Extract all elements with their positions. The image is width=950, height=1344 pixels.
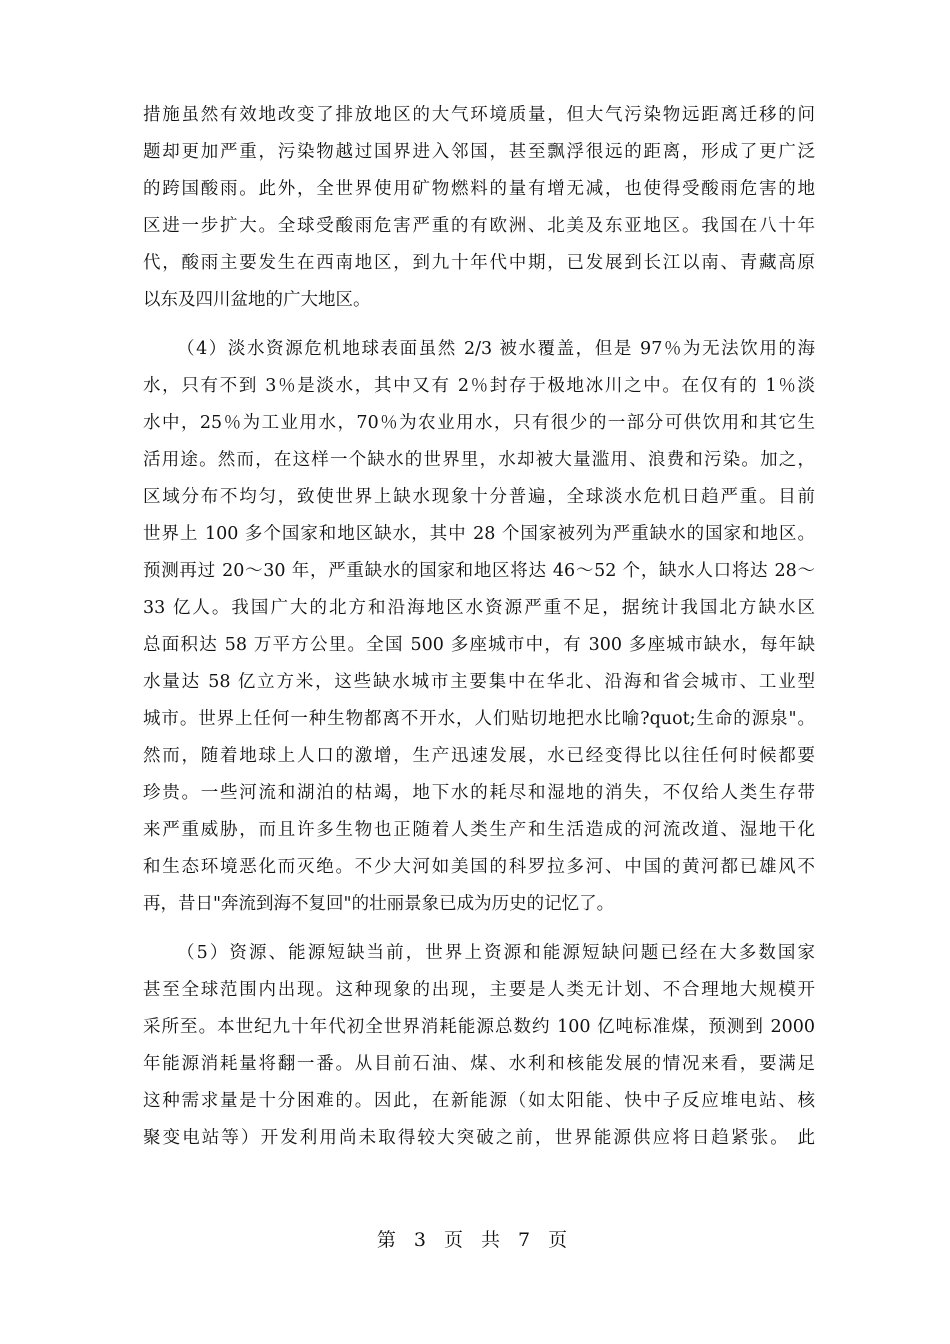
paragraph-line: （4）淡水资源危机地球表面虽然 2/3 被水覆盖，但是 97％为无法饮用的海 bbox=[177, 339, 815, 359]
paragraph-line: 措施虽然有效地改变了排放地区的大气环境质量，但大气污染物远距离迁移的问 bbox=[143, 105, 815, 125]
paragraph-line: 聚变电站等）开发利用尚未取得较大突破之前，世界能源供应将日趋紧张。 此 bbox=[143, 1128, 815, 1148]
paragraph-line: 再，昔日"奔流到海不复回"的壮丽景象已成为历史的记忆了。 bbox=[143, 894, 615, 914]
paragraph-line: 区域分布不均匀，致使世界上缺水现象十分普遍，全球淡水危机日趋严重。目前 bbox=[143, 487, 815, 507]
paragraph-line: 以东及四川盆地的广大地区。 bbox=[143, 290, 371, 310]
paragraph-line: 33 亿人。我国广大的北方和沿海地区水资源严重不足，据统计我国北方缺水区 bbox=[143, 598, 815, 618]
paragraph-line: （5）资源、能源短缺当前，世界上资源和能源短缺问题已经在大多数国家 bbox=[177, 943, 815, 963]
paragraph-line: 活用途。然而，在这样一个缺水的世界里，水却被大量滥用、浪费和污染。加之， bbox=[143, 450, 815, 470]
paragraph-line: 甚至全球范围内出现。这种现象的出现，主要是人类无计划、不合理地大规模开 bbox=[143, 980, 815, 1000]
paragraph-line: 水，只有不到 3％是淡水，其中又有 2％封存于极地冰川之中。在仅有的 1％淡 bbox=[143, 376, 815, 396]
paragraph-line: 和生态环境恶化而灭绝。不少大河如美国的科罗拉多河、中国的黄河都已雄风不 bbox=[143, 857, 815, 877]
paragraph-line: 水中，25％为工业用水，70％为农业用水，只有很少的一部分可供饮用和其它生 bbox=[143, 413, 815, 433]
paragraph-line: 区进一步扩大。全球受酸雨危害严重的有欧洲、北美及东亚地区。我国在八十年 bbox=[143, 216, 815, 236]
paragraph-line: 总面积达 58 万平方公里。全国 500 多座城市中，有 300 多座城市缺水，每年缺 bbox=[143, 635, 815, 655]
paragraph-line: 世界上 100 多个国家和地区缺水，其中 28 个国家被列为严重缺水的国家和地区。 bbox=[143, 524, 815, 544]
page-number-footer: 第 3 页 共 7 页 bbox=[376, 1229, 574, 1251]
paragraph-line: 的跨国酸雨。此外，全世界使用矿物燃料的量有增无减，也使得受酸雨危害的地 bbox=[143, 179, 815, 199]
paragraph-line: 题却更加严重，污染物越过国界进入邻国，甚至飘浮很远的距离，形成了更广泛 bbox=[143, 142, 815, 162]
paragraph-line: 城市。世界上任何一种生物都离不开水，人们贴切地把水比喻?quot;生命的源泉"。 bbox=[143, 709, 815, 729]
paragraph-line: 来严重威胁，而且许多生物也正随着人类生产和生活造成的河流改道、湿地干化 bbox=[143, 820, 815, 840]
paragraph-line: 年能源消耗量将翻一番。从目前石油、煤、水利和核能发展的情况来看，要满足 bbox=[143, 1054, 815, 1074]
paragraph-line: 代，酸雨主要发生在西南地区，到九十年代中期，已发展到长江以南、青藏高原 bbox=[143, 253, 815, 273]
paragraph-line: 预测再过 20～30 年，严重缺水的国家和地区将达 46～52 个，缺水人口将达 28～ bbox=[143, 561, 815, 581]
paragraph-line: 然而，随着地球上人口的激增，生产迅速发展，水已经变得比以往任何时候都要 bbox=[143, 746, 815, 766]
paragraph-line: 水量达 58 亿立方米，这些缺水城市主要集中在华北、沿海和省会城市、工业型 bbox=[143, 672, 815, 692]
paragraph-line: 这种需求量是十分困难的。因此，在新能源（如太阳能、快中子反应堆电站、核 bbox=[143, 1091, 815, 1111]
paragraph-line: 珍贵。一些河流和湖泊的枯竭，地下水的耗尽和湿地的消失，不仅给人类生存带 bbox=[143, 783, 815, 803]
paragraph-line: 采所至。本世纪九十年代初全世界消耗能源总数约 100 亿吨标准煤，预测到 2000 bbox=[143, 1017, 815, 1037]
